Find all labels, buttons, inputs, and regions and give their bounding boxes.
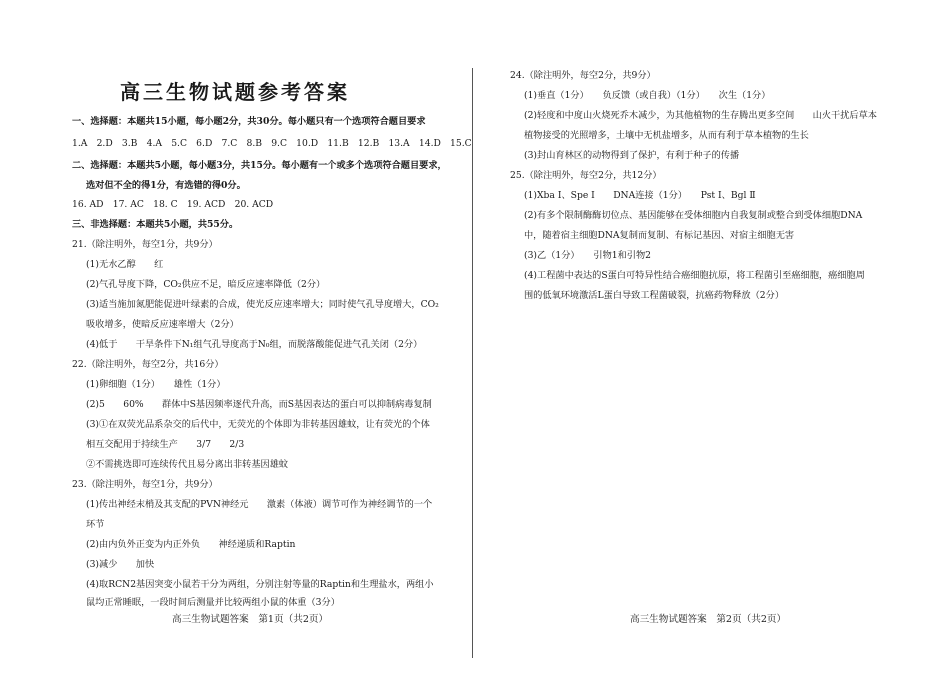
answer-line: 中，随着宿主细胞DNA复制而复制、有标记基因、对宿主细胞无害 bbox=[524, 230, 795, 241]
answer-line: (3)适当施加氮肥能促进叶绿素的合成，使光反应速率增大；同时使气孔导度增大，CO₂ bbox=[86, 299, 439, 310]
answer-line: 环节 bbox=[86, 519, 105, 530]
answer-page-2 bbox=[478, 0, 950, 673]
question-heading: 23.（除注明外，每空1分，共9分） bbox=[72, 479, 218, 490]
answer-line: (1)无水乙醇 红 bbox=[86, 259, 164, 270]
answer-line: ②不需挑选即可连续传代且易分离出非转基因雄蚊 bbox=[86, 459, 289, 470]
answer-line: (2)由内负外正变为内正外负 神经递质和Raptin bbox=[86, 539, 296, 550]
answer-line: 植物接受的光照增多，土壤中无机盐增多，从而有利于草本植物的生长 bbox=[524, 130, 809, 141]
question-heading: 21.（除注明外，每空1分，共9分） bbox=[72, 239, 218, 250]
answer-line: (2)有多个限制酶酶切位点、基因能够在受体细胞内自我复制或整合到受体细胞DNA bbox=[524, 210, 863, 221]
answer-line: 鼠均正常睡眠，一段时间后测量并比较两组小鼠的体重（3分） bbox=[86, 597, 340, 608]
page-divider bbox=[472, 68, 473, 658]
answer-line: 围的低氧环境激活L蛋白导致工程菌破裂，抗癌药物释放（2分） bbox=[524, 290, 785, 301]
answer-line: (3)封山育林区的动物得到了保护，有利于种子的传播 bbox=[524, 150, 740, 161]
answer-line: 相互交配用于持续生产 3/7 2/3 bbox=[86, 439, 245, 450]
answer-line: 16. AD 17. AC 18. C 19. ACD 20. ACD bbox=[72, 199, 274, 210]
answer-line: (3)①在双荧光品系杂交的后代中，无荧光的个体即为非转基因雄蚊，让有荧光的个体 bbox=[86, 419, 430, 430]
answer-line: (4)取RCN2基因突变小鼠若干分为两组，分别注射等量的Raptin和生理盐水，两组小 bbox=[86, 579, 434, 590]
answer-line: (1)垂直（1分） 负反馈（或自我）（1分） 次生（1分） bbox=[524, 90, 771, 101]
section-2-heading: 二、选择题：本题共5小题，每小题3分，共15分。每小题有一个或多个选项符合题目要求， bbox=[72, 160, 447, 171]
answer-line: (2)轻度和中度山火烧死乔木减少，为其他植物的生存腾出更多空间 山火干扰后草本 bbox=[524, 110, 877, 121]
answer-line: 1.A 2.D 3.B 4.A 5.C 6.D 7.C 8.B 9.C 10.D 11.B 12.B 13.A 14.D 15.C bbox=[72, 138, 472, 149]
answer-line: (3)乙（1分） 引物1和引物2 bbox=[524, 250, 652, 261]
answer-line: (4)低于 干旱条件下N₁组气孔导度高于N₀组，而脱落酸能促进气孔关闭（2分） bbox=[86, 339, 423, 350]
question-heading: 24.（除注明外，每空2分，共9分） bbox=[510, 70, 656, 81]
answer-line: (4)工程菌中表达的S蛋白可特异性结合癌细胞抗原，将工程菌引至癌细胞，癌细胞周 bbox=[524, 270, 865, 281]
answer-line: (1)卵细胞（1分） 雄性（1分） bbox=[86, 379, 226, 390]
question-heading: 22.（除注明外，每空2分，共16分） bbox=[72, 359, 224, 370]
answer-line: 吸收增多，使暗反应速率增大（2分） bbox=[86, 319, 239, 330]
answer-line: 选对但不全的得1分，有选错的得0分。 bbox=[86, 180, 246, 191]
section-1-heading: 一、选择题：本题共15小题，每小题2分，共30分。每小题只有一个选项符合题目要求 bbox=[72, 116, 426, 127]
answer-line: (3)减少 加快 bbox=[86, 559, 155, 570]
answer-line: (1)传出神经末梢及其支配的PVN神经元 激素（体液）调节可作为神经调节的一个 bbox=[86, 499, 433, 510]
page-title: 高三生物试题参考答案 bbox=[120, 80, 350, 104]
answer-line: (2)气孔导度下降，CO₂供应不足，暗反应速率降低（2分） bbox=[86, 279, 326, 290]
question-heading: 25.（除注明外，每空2分，共12分） bbox=[510, 170, 662, 181]
section-3-heading: 三、非选择题：本题共5小题，共55分。 bbox=[72, 219, 239, 230]
answer-page-1 bbox=[0, 0, 470, 673]
page-footer: 高三生物试题答案 第1页（共2页） bbox=[172, 614, 329, 625]
answer-line: (1)Xba Ⅰ、Spe Ⅰ DNA连接（1分） Pst Ⅰ、Bgl Ⅱ bbox=[524, 190, 756, 201]
page-footer: 高三生物试题答案 第2页（共2页） bbox=[630, 614, 787, 625]
answer-line: (2)5 60% 群体中S基因频率逐代升高，而S基因表达的蛋白可以抑制病毒复制 bbox=[86, 399, 432, 410]
